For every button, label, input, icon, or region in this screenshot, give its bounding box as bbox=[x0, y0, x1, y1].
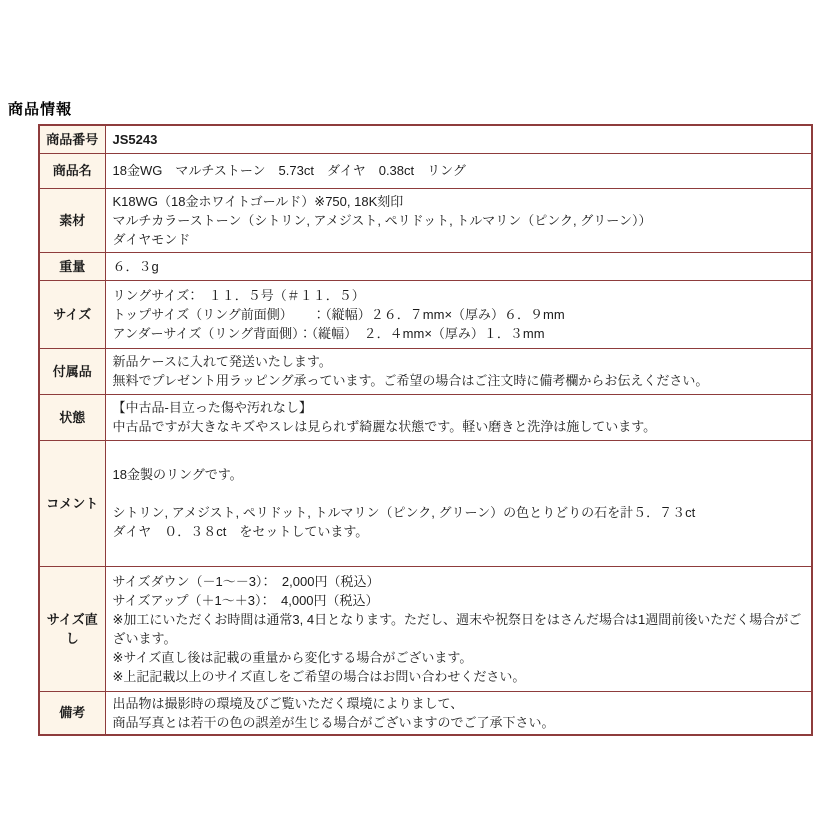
table-row bbox=[39, 348, 812, 394]
row-label: サイズ bbox=[39, 280, 105, 348]
page-title: 商品情報 bbox=[8, 101, 73, 118]
row-label: 重量 bbox=[39, 252, 105, 280]
table-row bbox=[39, 188, 812, 252]
row-value: 18金WG マルチストーン 5.73ct ダイヤ 0.38ct リング bbox=[105, 153, 812, 188]
row-value: リングサイズ： １１．５号（＃１１．５） トップサイズ（リング前面側） ：（縦幅）２６．７mm×（厚み）６．９mm アンダーサイズ（リング背面側）：（縦幅） ２．４mm×（厚み）１．３mm bbox=[105, 280, 812, 348]
row-value: 【中古品-目立った傷や汚れなし】 中古品ですが大きなキズやスレは見られず綺麗な状態です。軽い磨きと洗浄は施しています。 bbox=[105, 394, 812, 440]
row-value: 18金製のリングです。 シトリン, アメジスト, ペリドット, トルマリン（ピンク, グリーン）の色とりどりの石を計５．７３ct ダイヤ ０．３８ct をセットしています。 bbox=[105, 440, 812, 566]
row-label: サイズ直し bbox=[39, 566, 105, 691]
product-info-table-body bbox=[39, 125, 812, 735]
table-row bbox=[39, 280, 812, 348]
row-value: 新品ケースに入れて発送いたします。 無料でプレゼント用ラッピング承っています。ご希望の場合はご注文時に備考欄からお伝えください。 bbox=[105, 348, 812, 394]
row-label: 状態 bbox=[39, 394, 105, 440]
row-value: JS5243 bbox=[105, 125, 812, 153]
row-label: 付属品 bbox=[39, 348, 105, 394]
row-label: 商品番号 bbox=[39, 125, 105, 153]
row-label: 商品名 bbox=[39, 153, 105, 188]
table-row bbox=[39, 440, 812, 566]
table-row bbox=[39, 125, 812, 153]
table-row bbox=[39, 153, 812, 188]
table-row bbox=[39, 394, 812, 440]
row-label: コメント bbox=[39, 440, 105, 566]
table-row bbox=[39, 252, 812, 280]
row-value: K18WG（18金ホワイトゴールド）※750, 18K刻印 マルチカラーストーン（シトリン, アメジスト, ペリドット, トルマリン（ピンク, グリーン）） ダイヤモンド bbox=[105, 188, 812, 252]
product-info-table bbox=[38, 124, 813, 736]
row-value: 出品物は撮影時の環境及びご覧いただく環境によりまして、 商品写真とは若干の色の誤差が生じる場合がございますのでご了承下さい。 bbox=[105, 691, 812, 735]
row-label: 素材 bbox=[39, 188, 105, 252]
row-value: サイズダウン（－1～－3）： 2,000円（税込） サイズアップ（＋1～＋3）： 4,000円（税込） ※加工にいただくお時間は通常3, 4日となります。ただし、週末や祝祭日をはさんだ場合は1週間前後いただく場合がございます。 ※サイズ直し後は記載の重量から変化する場合がございます。 ※上記記載以上のサイズ直しをご希望の場合はお問い合わせください。 bbox=[105, 566, 812, 691]
row-label: 備考 bbox=[39, 691, 105, 735]
table-row bbox=[39, 566, 812, 691]
table-row bbox=[39, 691, 812, 735]
row-value: ６．３g bbox=[105, 252, 812, 280]
